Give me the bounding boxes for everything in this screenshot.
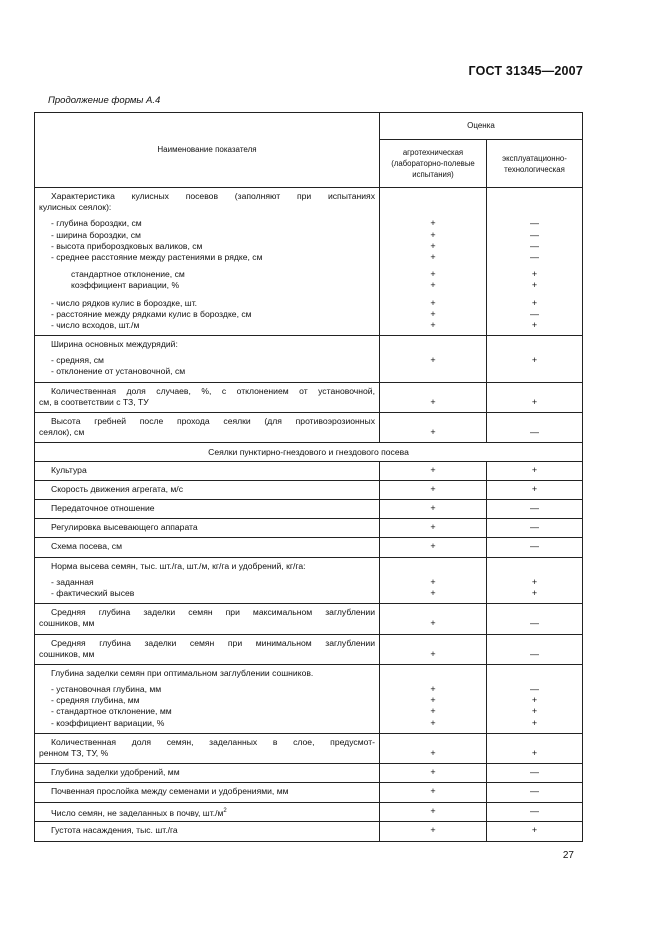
expl-cell: + xyxy=(487,821,583,841)
agro-cell: + xyxy=(380,733,487,763)
mark: + xyxy=(430,355,436,366)
indicator-cell xyxy=(35,382,380,412)
expl-cell: + xyxy=(487,480,583,499)
header-agro xyxy=(380,140,487,188)
expl-cell: + xyxy=(487,461,583,480)
mark: + xyxy=(531,280,538,291)
header-agro-line: агротехническая xyxy=(402,148,464,157)
mark: + xyxy=(531,319,538,330)
list-item: - стандартное отклонение, мм xyxy=(51,706,172,717)
agro-cell: + xyxy=(380,500,487,519)
expl-cell: — xyxy=(487,604,583,634)
expl-cell: — xyxy=(487,764,583,783)
table-row xyxy=(35,733,583,763)
row-title: Характеристика кулисных посевов (заполняют при испытаниях xyxy=(51,191,375,201)
list-item: - число рядков кулис в бороздке, шт. xyxy=(51,297,198,308)
expl-cell: — xyxy=(487,802,583,821)
expl-cell: + + xyxy=(487,557,583,604)
row-title: сеялок), см xyxy=(39,427,85,438)
list-item: - ширина бороздки, см xyxy=(51,229,141,240)
agro-cell: + xyxy=(380,821,487,841)
section-row xyxy=(35,443,583,461)
indicator-cell: Регулировка высевающего аппарата xyxy=(35,519,380,538)
agro-cell xyxy=(380,336,487,383)
list-item: - отклонение от установочной, см xyxy=(51,366,186,377)
mark: + xyxy=(430,218,436,229)
form-table xyxy=(34,112,583,842)
table-row xyxy=(35,519,583,538)
table-row xyxy=(35,821,583,841)
mark: + xyxy=(430,297,436,308)
table-row xyxy=(35,802,583,821)
agro-cell: + xyxy=(380,802,487,821)
mark: — xyxy=(530,251,539,262)
row-title: Высота гребней после прохода сеялки (для противоэрозионных xyxy=(51,416,375,427)
agro-cell: + xyxy=(380,461,487,480)
table-row xyxy=(35,188,583,336)
indicator-cell: Глубина заделки семян при оптимальном заглублении сошников. - установочная глубина, мм - средняя глубина, мм - стандартное отклонение, мм - коэффициент вариации, % xyxy=(35,664,380,733)
expl-cell xyxy=(487,336,583,383)
mark: + xyxy=(430,427,436,438)
agro-cell: + xyxy=(380,480,487,499)
agro-cell xyxy=(380,413,487,443)
mark: — xyxy=(530,218,539,229)
indicator-cell: Количественная доля семян, заделанных в слое, предусмот- ренном ТЗ, ТУ, % xyxy=(35,733,380,763)
table-row xyxy=(35,634,583,664)
expl-cell: — xyxy=(487,500,583,519)
indicator-cell xyxy=(35,188,380,336)
row-title: см, в соответствии с ТЗ, ТУ xyxy=(39,396,149,407)
row-title: Ширина основных междурядий: xyxy=(51,339,178,350)
page-number: 27 xyxy=(562,850,574,861)
header-indicator: Наименование показателя xyxy=(35,113,380,188)
agro-cell: + xyxy=(380,519,487,538)
list-item: - среднее расстояние между растениями в рядке, см xyxy=(51,251,263,262)
mark: + xyxy=(430,229,436,240)
continuation-caption: Продолжение формы А.4 xyxy=(48,95,161,106)
section-title: Сеялки пунктирно-гнездового и гнездового посева xyxy=(35,443,583,461)
agro-cell: + xyxy=(380,538,487,557)
list-item: - число всходов, шт./м xyxy=(51,319,140,330)
table-row xyxy=(35,538,583,557)
mark: + xyxy=(430,240,436,251)
mark: + xyxy=(430,269,436,280)
header-agro-line: испытания) xyxy=(412,170,454,179)
header-agro-line: (лабораторно-полевые xyxy=(391,159,475,168)
indicator-cell: Густота насаждения, тыс. шт./га xyxy=(35,821,380,841)
expl-cell: — xyxy=(487,783,583,802)
mark: + xyxy=(430,396,436,407)
table-row xyxy=(35,664,583,733)
agro-cell: + xyxy=(380,604,487,634)
indicator-cell: Скорость движения агрегата, м/с xyxy=(35,480,380,499)
indicator-cell: Глубина заделки удобрений, мм xyxy=(35,764,380,783)
expl-cell xyxy=(487,188,583,336)
list-item: - средняя, см xyxy=(51,355,104,366)
table-row xyxy=(35,413,583,443)
expl-cell: — + + + xyxy=(487,664,583,733)
indicator-cell: Средняя глубина заделки семян при минимальном заглублении сошников, мм xyxy=(35,634,380,664)
mark: — xyxy=(530,229,539,240)
list-item: коэффициент вариации, % xyxy=(71,280,180,291)
agro-cell: + xyxy=(380,634,487,664)
expl-cell: + xyxy=(487,733,583,763)
indicator-cell: Почвенная прослойка между семенами и удобрениями, мм xyxy=(35,783,380,802)
agro-cell: + xyxy=(380,764,487,783)
indicator-cell: Культура xyxy=(35,461,380,480)
mark: + xyxy=(531,297,538,308)
indicator-cell: Схема посева, см xyxy=(35,538,380,557)
indicator-cell: Средняя глубина заделки семян при максимальном заглублении сошников, мм xyxy=(35,604,380,634)
mark: — xyxy=(530,427,539,438)
table-row xyxy=(35,764,583,783)
header-expl xyxy=(487,140,583,188)
list-item: - фактический высев xyxy=(51,587,135,598)
list-item: - заданная xyxy=(51,576,94,587)
header-expl-line: технологическая xyxy=(504,164,565,174)
mark: + xyxy=(531,396,538,407)
mark: + xyxy=(430,319,436,330)
table-row xyxy=(35,557,583,604)
agro-cell: + + xyxy=(380,557,487,604)
mark: — xyxy=(530,308,539,319)
list-item: - высота прибороздковых валиков, см xyxy=(51,240,203,251)
agro-cell: + xyxy=(380,783,487,802)
list-item: - установочная глубина, мм xyxy=(51,684,162,695)
agro-cell xyxy=(380,188,487,336)
list-item: - расстояние между рядками кулис в бороздке, см xyxy=(51,308,252,319)
header-expl-line: эксплуатационно- xyxy=(502,153,567,163)
gost-header: ГОСТ 31345—2007 xyxy=(468,64,583,78)
mark: + xyxy=(430,308,436,319)
table-row xyxy=(35,336,583,383)
table-row xyxy=(35,604,583,634)
list-item: - средняя глубина, мм xyxy=(51,695,140,706)
list-item: - глубина бороздки, см xyxy=(51,218,142,229)
agro-cell: + + + + xyxy=(380,664,487,733)
header-evaluation: Оценка xyxy=(380,113,583,140)
agro-cell xyxy=(380,382,487,412)
list-item: - коэффициент вариации, % xyxy=(51,717,165,728)
indicator-cell: Число семян, не заделанных в почву, $шт./м^2$ xyxy=(35,802,380,821)
mark: + xyxy=(531,355,538,366)
mark: — xyxy=(530,240,539,251)
expl-cell: — xyxy=(487,634,583,664)
mark: + xyxy=(430,251,436,262)
row-title: Количественная доля случаев, %, с отклонением от установочной, xyxy=(51,385,375,396)
superscript: 2 xyxy=(223,807,227,814)
expl-cell xyxy=(487,413,583,443)
indicator-cell xyxy=(35,557,380,604)
table-row xyxy=(35,461,583,480)
mark: + xyxy=(531,269,538,280)
row-title: Норма высева семян, тыс. шт./га, шт./м, кг/га и удобрений, кг/га: xyxy=(51,560,306,571)
expl-cell xyxy=(487,382,583,412)
table-row xyxy=(35,480,583,499)
expl-cell: — xyxy=(487,538,583,557)
indicator-cell xyxy=(35,413,380,443)
mark: + xyxy=(430,280,436,291)
expl-cell: — xyxy=(487,519,583,538)
row-title: кулисных сеялок): xyxy=(39,202,112,213)
table-row xyxy=(35,500,583,519)
indicator-cell xyxy=(35,336,380,383)
table-row xyxy=(35,783,583,802)
list-item: стандартное отклонение, см xyxy=(71,269,185,280)
indicator-cell: Передаточное отношение xyxy=(35,500,380,519)
table-row xyxy=(35,382,583,412)
